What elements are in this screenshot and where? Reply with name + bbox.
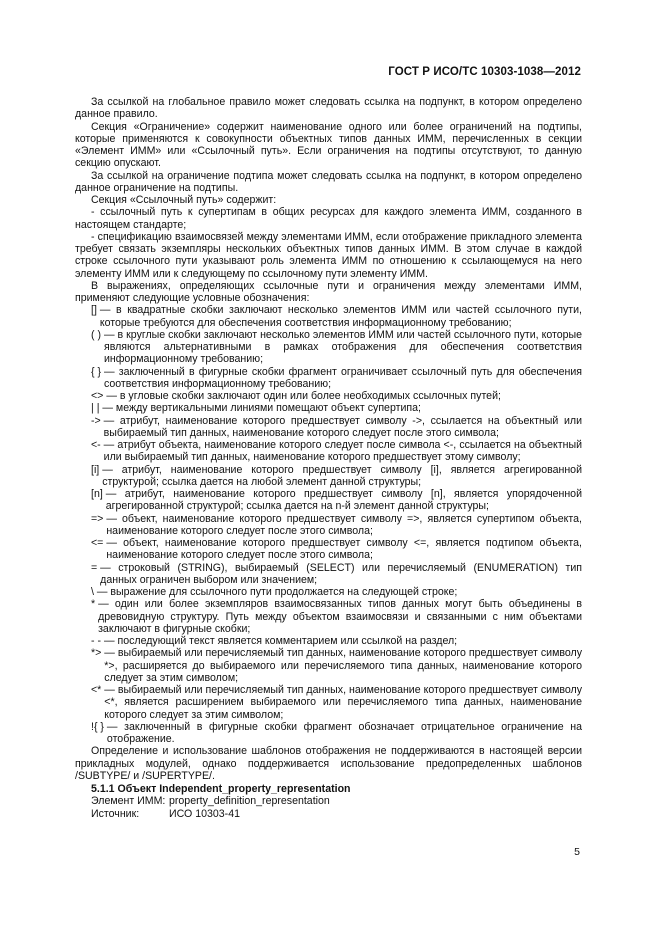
legend-description: — атрибут, наименование которого предшествует символу ->, ссылается на объектный или выбираемый тип данных, наименование которого следует после этого символа; (103, 414, 582, 439)
legend-description: — заключенный в фигурные скобки фрагмент обозначает отрицательное ограничение на отображение. (106, 720, 582, 745)
legend-symbol: !{ } (91, 720, 107, 733)
meta-value: ИСО 10303-41 (169, 807, 240, 820)
meta-label: Элемент ИММ: (91, 795, 166, 808)
legend-description: — один или более экземпляров взаимосвязанных типов данных могут быть объединены в древовидную структуру. Путь между объектом взаимосвязи и связанными с ним объектами заключают в фигурные скобки; (98, 598, 582, 635)
legend-row (75, 439, 582, 464)
legend-description: — выражение для ссылочного пути продолжается на следующей строке; (96, 586, 458, 598)
legend-symbol: <= (91, 537, 107, 549)
legend-row (75, 684, 582, 721)
meta-row-source (75, 808, 582, 820)
section-heading: 5.1.1 Объект Independent_property_representation (91, 783, 351, 795)
legend-symbol: * (91, 598, 99, 611)
legend-row (75, 415, 582, 440)
legend-symbol: [i] (91, 463, 103, 476)
legend-row (75, 562, 582, 587)
legend-row (75, 647, 582, 684)
page-body (75, 96, 582, 820)
legend-row (75, 488, 582, 513)
legend-description: — выбираемый или перечисляемый тип данных, наименование которого предшествует символу *>, расширяется до выбираемого или перечисляемого типа данных, наименование которого следует за этим символом; (104, 647, 582, 684)
legend-row (75, 513, 582, 538)
page-number: 5 (574, 846, 580, 858)
legend-symbol: [n] (91, 488, 106, 500)
legend-symbol: [] (91, 304, 100, 317)
document-header: ГОСТ Р ИСО/ТС 10303-1038—2012 (388, 66, 581, 78)
legend-description: — атрибут объекта, наименование которого следует после символа <-, ссылается на объектный или выбираемый тип данных, наименование которого предшествует этому символу; (103, 439, 582, 464)
legend-row (75, 721, 582, 746)
legend-symbol: *> (91, 647, 105, 660)
list-item: - спецификацию взаимосвязей между элементами ИММ, если отображение прикладного элемента требует связать экземпляры нескольких объектных типов данных ИММ. В этом случае в каждой строке ссылочного пути указывают роль элемента ИММ по отношению к ссылающемуся на него элементу ИММ или к следующему по ссылочному пути элементу ИММ. (75, 230, 582, 280)
legend-row (75, 304, 582, 329)
legend-symbol: | | (91, 402, 103, 415)
legend-description: — последующий текст является комментарием или ссылкой на раздел; (103, 635, 458, 647)
list-item: - ссылочный путь к супертипам в общих ресурсах для каждого элемента ИММ, созданного в настоящем стандарте; (75, 206, 582, 231)
legend-description: — атрибут, наименование которого предшествует символу [n], является упорядоченной агрегированной структурой; ссылка дается на n-й элемент данной структуры; (105, 488, 582, 513)
legend-description: — в круглые скобки заключают несколько элементов ИММ или частей ссылочного пути, которые являются альтернативными в рамках отображения для обеспечения соответствия информационному требованию; (103, 328, 582, 366)
legend-description: — строковый (STRING), выбираемый (SELECT) или перечисляемый (ENUMERATION) тип данных ограничен выбором или значением; (100, 561, 582, 586)
legend-row (75, 366, 582, 391)
legend-row (75, 464, 582, 489)
legend-row (75, 635, 582, 647)
legend-row (75, 537, 582, 562)
legend-symbol: <- (91, 439, 104, 451)
legend-symbol: => (91, 512, 107, 525)
legend-description: — объект, наименование которого предшествует символу =>, является супертипом объекта, наименование которого следует после этого символа; (106, 512, 582, 537)
paragraph: Секция «Ограничение» содержит наименование одного или более ограничений на подтипы, которые применяются к совокупности объектных типов данных ИММ, перечисленных в секции «Элемент ИММ» или «Ссылочный путь». Если ограничения на подтипы отсутствуют, то данную секцию опускают. (75, 120, 582, 170)
legend-symbol: <> (91, 390, 107, 402)
legend-description: — заключенный в фигурные скобки фрагмент ограничивает ссылочный путь для обеспечения соответствия информационному требованию; (103, 365, 582, 390)
legend-symbol: <* (91, 684, 105, 696)
legend-row (75, 329, 582, 366)
legend-row (75, 402, 582, 414)
paragraph: Определение и использование шаблонов отображения не поддерживаются в настоящей версии прикладных модулей, однако поддерживается использование предопределенных шаблонов /SUBTYPE/ и /SUPERTYPE/. (75, 745, 582, 782)
paragraph: В выражениях, определяющих ссылочные пути и ограничения между элементами ИММ, применяют следующие условные обозначения: (75, 279, 582, 304)
legend-symbol: \ (91, 586, 97, 598)
legend-symbol: -> (91, 414, 104, 427)
legend-description: — атрибут, наименование которого предшествует символу [i], является агрегированной структурой; ссылка дается на любой элемент данной структуры; (102, 463, 582, 488)
legend-description: — между вертикальными линиями помещают объект супертипа; (102, 402, 421, 415)
legend-row (75, 598, 582, 635)
legend-symbol: ( ) (91, 328, 104, 341)
meta-row-element (75, 795, 582, 807)
legend-description: — в угловые скобки заключают один или более необходимых ссылочных путей; (106, 390, 501, 402)
legend-description: — выбираемый или перечисляемый тип данных, наименование которого предшествует символу <*, является расширением выбираемого или перечисляемого типа данных, наименование которого следует за этим символом; (104, 684, 582, 721)
legend-row (75, 586, 582, 598)
meta-value: property_definition_representation (169, 795, 330, 808)
paragraph: За ссылкой на глобальное правило может следовать ссылка на подпункт, в котором определено данное правило. (75, 96, 582, 121)
legend-symbol: = (91, 561, 101, 574)
legend-symbol: - - (91, 635, 104, 647)
meta-label: Источник: (91, 807, 140, 820)
legend-symbol: { } (91, 365, 104, 378)
paragraph: Секция «Ссылочный путь» содержит: (91, 194, 277, 206)
legend-description: — в квадратные скобки заключают несколько элементов ИММ или частей ссылочного пути, которые требуются для обеспечения соответствия информационному требованию; (99, 304, 582, 329)
legend-description: — объект, наименование которого предшествует символу <=, является подтипом объекта, наименование которого следует после этого символа; (106, 537, 582, 562)
legend-row (75, 390, 582, 402)
notation-legend (75, 304, 582, 745)
paragraph: За ссылкой на ограничение подтипа может следовать ссылка на подпункт, в котором определено данное ограничение на подтипы. (75, 169, 582, 194)
